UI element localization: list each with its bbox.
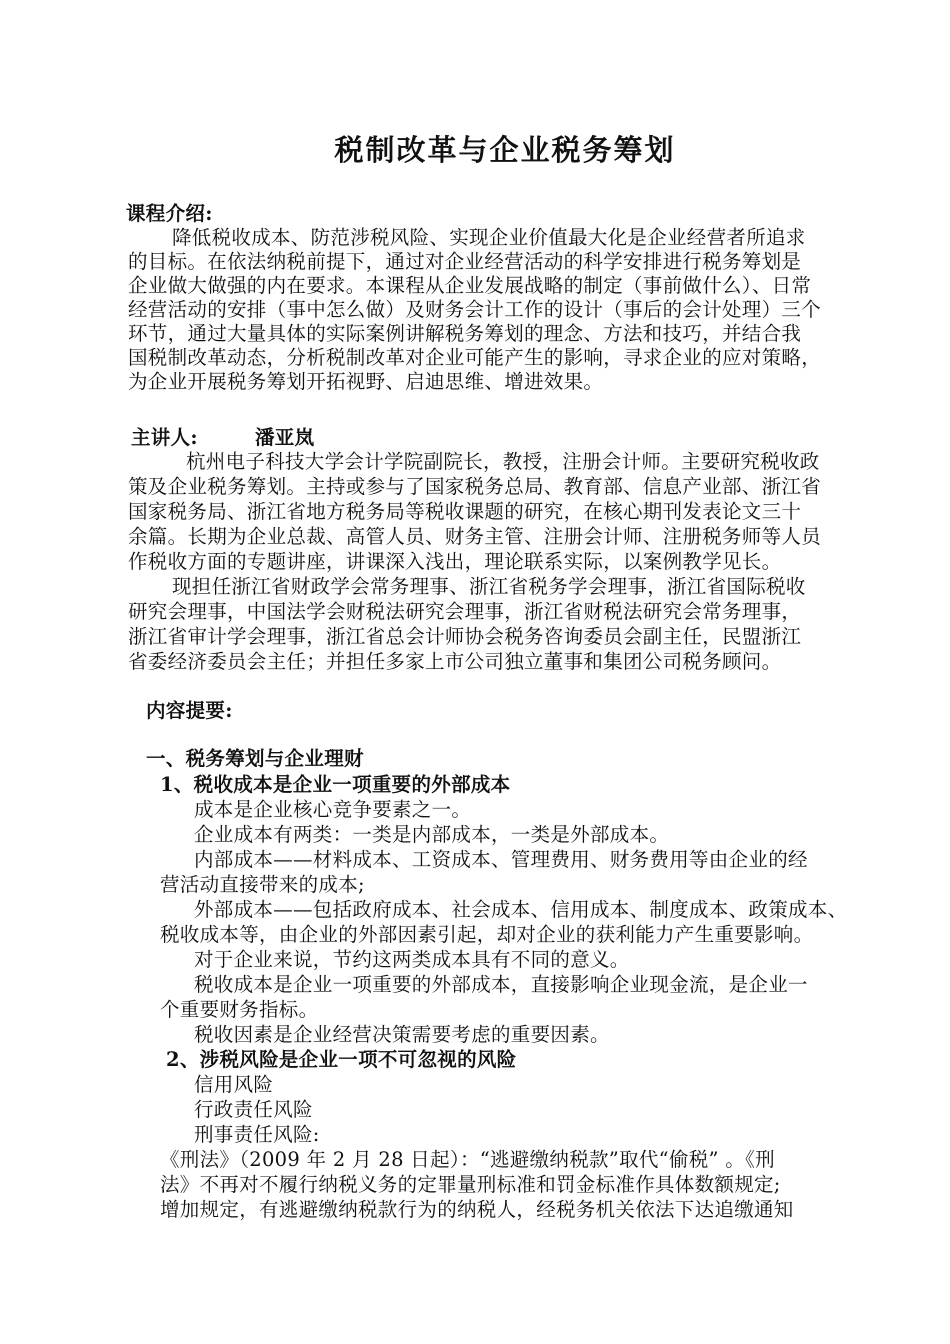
sub1-line-5: 外部成本——包括政府成本、社会成本、信用成本、制度成本、政策成本、: [194, 898, 848, 921]
intro-heading: 课程介绍:: [126, 202, 213, 225]
intro-line-5: 环节，通过大量具体的实际案例讲解税务筹划的理念、方法和技巧，并结合我: [128, 322, 802, 345]
speaker-bio-line-3: 国家税务局、浙江省地方税务局等税收课题的研究，在核心期刊发表论文三十: [128, 500, 802, 523]
sub1-line-9: 个重要财务指标。: [160, 998, 319, 1021]
speaker-bio-line-6: 现担任浙江省财政学会常务理事、浙江省税务学会理事，浙江省国际税收: [172, 575, 806, 598]
intro-line-4: 经营活动的安排（事中怎么做）及财务会计工作的设计（事后的会计处理）三个: [128, 298, 822, 321]
sub1-line-8: 税收成本是企业一项重要的外部成本，直接影响企业现金流，是企业一: [194, 973, 808, 996]
sub1-line-3: 内部成本——材料成本、工资成本、管理费用、财务费用等由企业的经: [194, 848, 808, 871]
sub2-heading: 2、涉税风险是企业一项不可忽视的风险: [166, 1048, 517, 1071]
sub2-line-1: 信用风险: [194, 1073, 274, 1096]
speaker-bio-line-8: 浙江省审计学会理事，浙江省总会计师协会税务咨询委员会副主任，民盟浙江: [128, 625, 802, 648]
speaker-name: 潘亚岚: [255, 426, 315, 449]
intro-line-7: 为企业开展税务筹划开拓视野、启迪思维、增进效果。: [128, 370, 604, 393]
intro-line-3: 企业做大做强的内在要求。本课程从企业发展战略的制定（事前做什么）、日常: [128, 274, 812, 297]
sub1-line-6: 税收成本等，由企业的外部因素引起，却对企业的获利能力产生重要影响。: [160, 923, 814, 946]
speaker-bio-line-1: 杭州电子科技大学会计学院副院长，教授，注册会计师。主要研究税收政: [186, 450, 820, 473]
sub2-line-3: 刑事责任风险:: [194, 1123, 320, 1146]
speaker-bio-line-2: 策及企业税务筹划。主持或参与了国家税务总局、教育部、信息产业部、浙江省: [128, 475, 822, 498]
section1-heading: 一、税务筹划与企业理财: [146, 747, 364, 770]
document-title: 税制改革与企业税务筹划: [334, 133, 676, 167]
speaker-bio-line-7: 研究会理事，中国法学会财税法研究会理事，浙江省财税法研究会常务理事，: [128, 600, 802, 623]
content-heading: 内容提要:: [146, 699, 233, 722]
sub1-line-2: 企业成本有两类：一类是内部成本，一类是外部成本。: [194, 823, 670, 846]
sub2-line-2: 行政责任风险: [194, 1098, 313, 1121]
sub2-line-4: 《刑法》（2009 年 2 月 28 日起）：“逃避缴纳税款”取代“偷税” 。《刑: [160, 1148, 775, 1171]
sub1-heading: 1、税收成本是企业一项重要的外部成本: [160, 773, 511, 796]
speaker-bio-line-5: 作税收方面的专题讲座，讲课深入浅出，理论联系实际，以案例教学见长。: [128, 550, 782, 573]
speaker-bio-line-9: 省委经济委员会主任；并担任多家上市公司独立董事和集团公司税务顾问。: [128, 650, 782, 673]
sub1-line-10: 税收因素是企业经营决策需要考虑的重要因素。: [194, 1023, 610, 1046]
speaker-bio-line-4: 余篇。长期为企业总裁、高管人员、财务主管、注册会计师、注册税务师等人员: [128, 525, 822, 548]
sub2-line-6: 增加规定，有逃避缴纳税款行为的纳税人，经税务机关依法下达追缴通知: [160, 1198, 794, 1221]
sub1-line-7: 对于企业来说，节约这两类成本具有不同的意义。: [194, 948, 630, 971]
sub1-line-4: 营活动直接带来的成本;: [160, 873, 365, 896]
sub2-line-5: 法》不再对不履行纳税义务的定罪量刑标准和罚金标准作具体数额规定;: [160, 1173, 781, 1196]
intro-line-6: 国税制改革动态，分析税制改革对企业可能产生的影响，寻求企业的应对策略，: [128, 346, 822, 369]
sub1-line-1: 成本是企业核心竞争要素之一。: [194, 798, 472, 821]
intro-line-1: 降低税收成本、防范涉税风险、实现企业价值最大化是企业经营者所追求: [172, 226, 806, 249]
intro-line-2: 的目标。在依法纳税前提下，通过对企业经营活动的科学安排进行税务筹划是: [128, 250, 802, 273]
speaker-label: 主讲人:: [131, 426, 198, 449]
